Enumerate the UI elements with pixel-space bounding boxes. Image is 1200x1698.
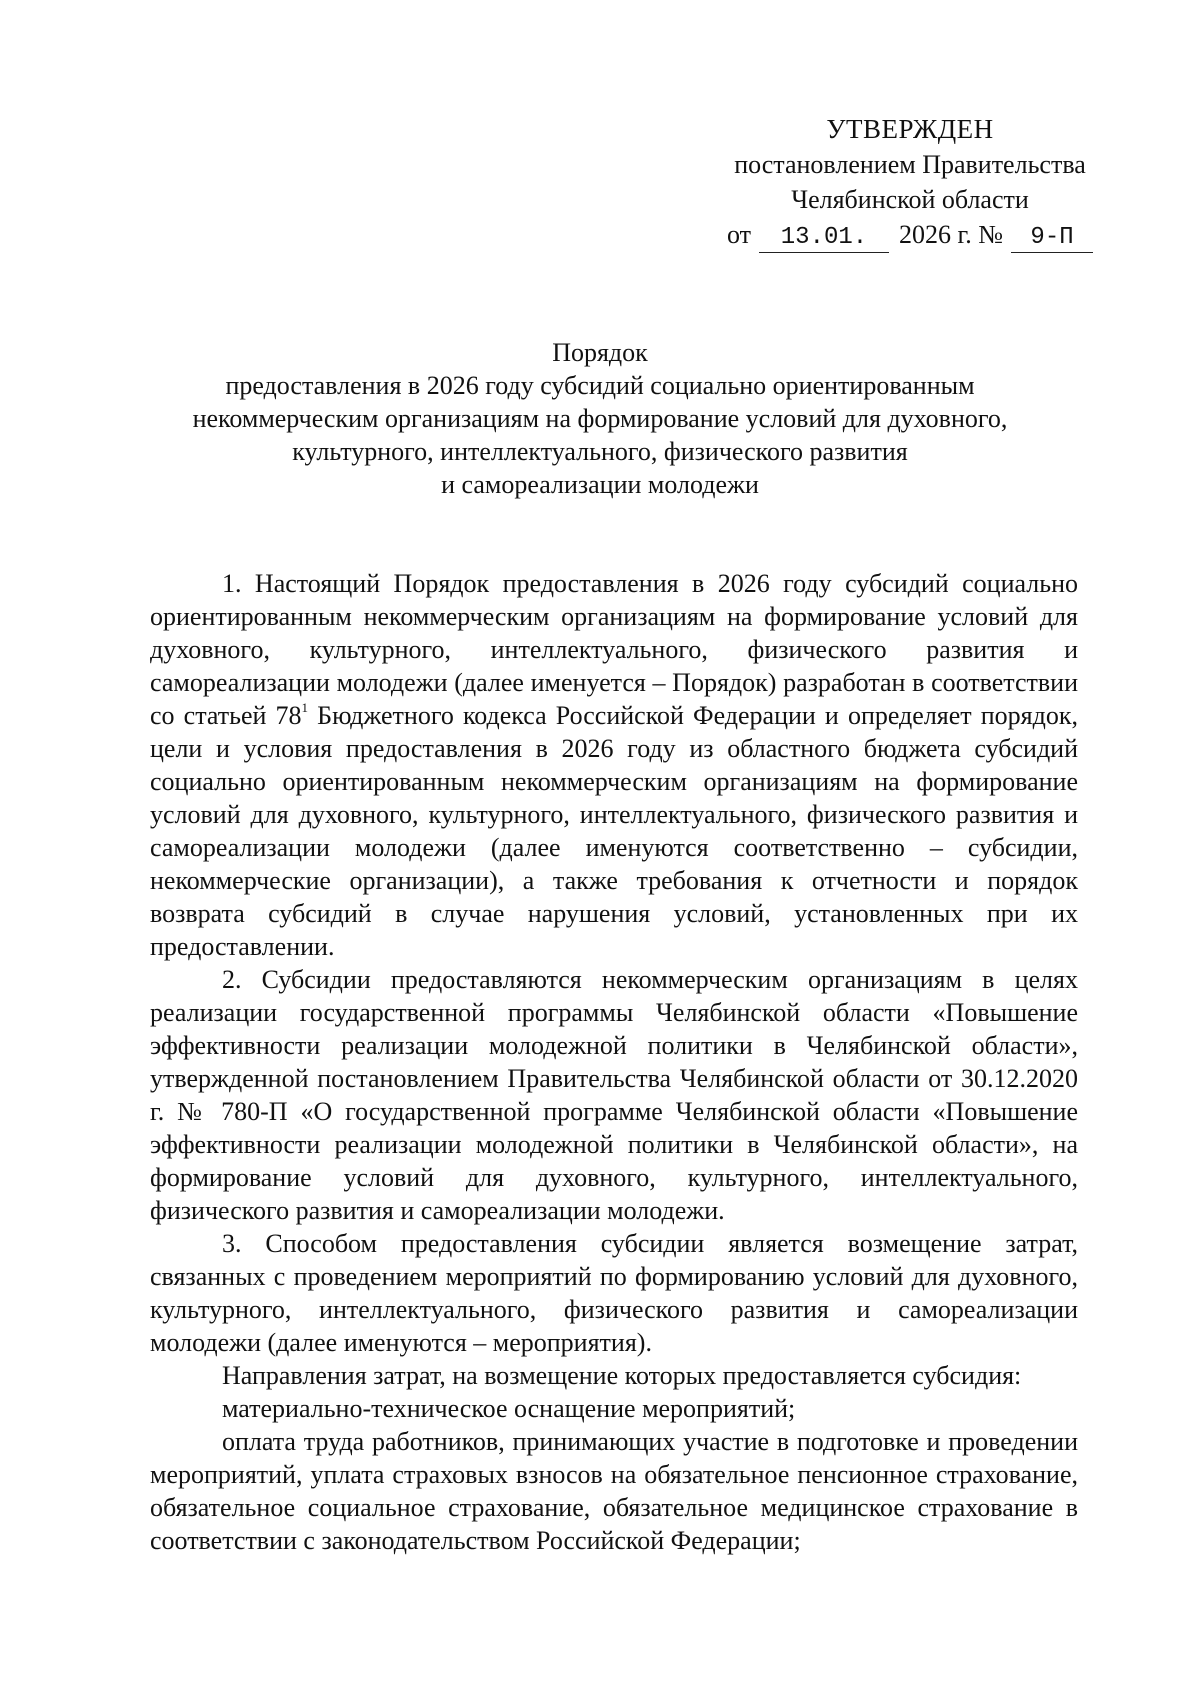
title-line: некоммерческим организациям на формирование условий для духовного, [192,404,1008,433]
paragraph-1 [150,567,1078,963]
number-field: 9-П [1011,224,1093,253]
approval-line-2: Челябинской области [791,185,1029,214]
title-heading: Порядок [552,338,648,367]
approval-stamp-block [700,112,1120,253]
title-line: культурного, интеллектуального, физического развития [292,437,908,466]
approval-line-1: постановлением Правительства [734,150,1086,179]
title-line: предоставления в 2026 году субсидий социально ориентированным [225,371,975,400]
paragraph-1-text-end: Бюджетного кодекса Российской Федерации и определяет порядок, цели и условия предоставления в 2026 году из областного бюджета субсидий социально ориентированным некоммерческим организациям на формирование условий для духовного, культурного, интеллектуального, физического развития и самореализации молодежи (далее именуются соответственно – субсидии, некоммерческие организации), а также требования к отчетности и порядок возврата субсидий в случае нарушения условий, установленных при их предоставлении. [150,701,1078,961]
date-prefix: от [726,220,751,249]
title-line: и самореализации молодежи [441,470,759,499]
approved-heading: УТВЕРЖДЕН [826,114,994,144]
paragraph-3: 3. Способом предоставления субсидии является возмещение затрат, связанных с проведением мероприятий по формированию условий для духовного, культурного, интеллектуального, физического развития и самореализации молодежи (далее именуются – мероприятия). [150,1229,1078,1357]
paragraph-equipment: материально-техническое оснащение мероприятий; [222,1394,796,1423]
paragraph-2: 2. Субсидии предоставляются некоммерческим организациям в целях реализации государственной программы Челябинской области «Повышение эффективности реализации молодежной политики в Челябинской области», утвержденной постановлением Правительства Челябинской области от 30.12.2020 г. № 780-П «О государственной программе Челябинской области «Повышение эффективности реализации молодежной политики в Челябинской области», на формирование условий для духовного, культурного, интеллектуального, физического развития и самореализации молодежи. [150,965,1078,1225]
approval-date-row [700,217,1120,253]
paragraph-labor-costs: оплата труда работников, принимающих участие в подготовке и проведении мероприятий, уплата страховых взносов на обязательное пенсионное страхование, обязательное социальное страхование, обязательное медицинское страхование в соответствии с законодательством Российской Федерации; [150,1427,1078,1555]
article-superscript: 1 [301,700,309,715]
paragraph-expense-directions: Направления затрат, на возмещение которых предоставляется субсидия: [222,1361,1022,1390]
document-body [150,567,1078,1557]
year-and-number-label: 2026 г. № [898,220,1004,249]
paragraph-1-text-start: 1. Настоящий Порядок предоставления в 2026 году субсидий социально ориентированным некоммерческим организациям на формирование условий для духовного, культурного, интеллектуального, физического развития и самореализации молодежи (далее именуется – Порядок) разработан в соответствии со статьей 78 [150,569,1078,730]
document-title [140,336,1060,501]
date-field: 13.01. [759,224,889,253]
